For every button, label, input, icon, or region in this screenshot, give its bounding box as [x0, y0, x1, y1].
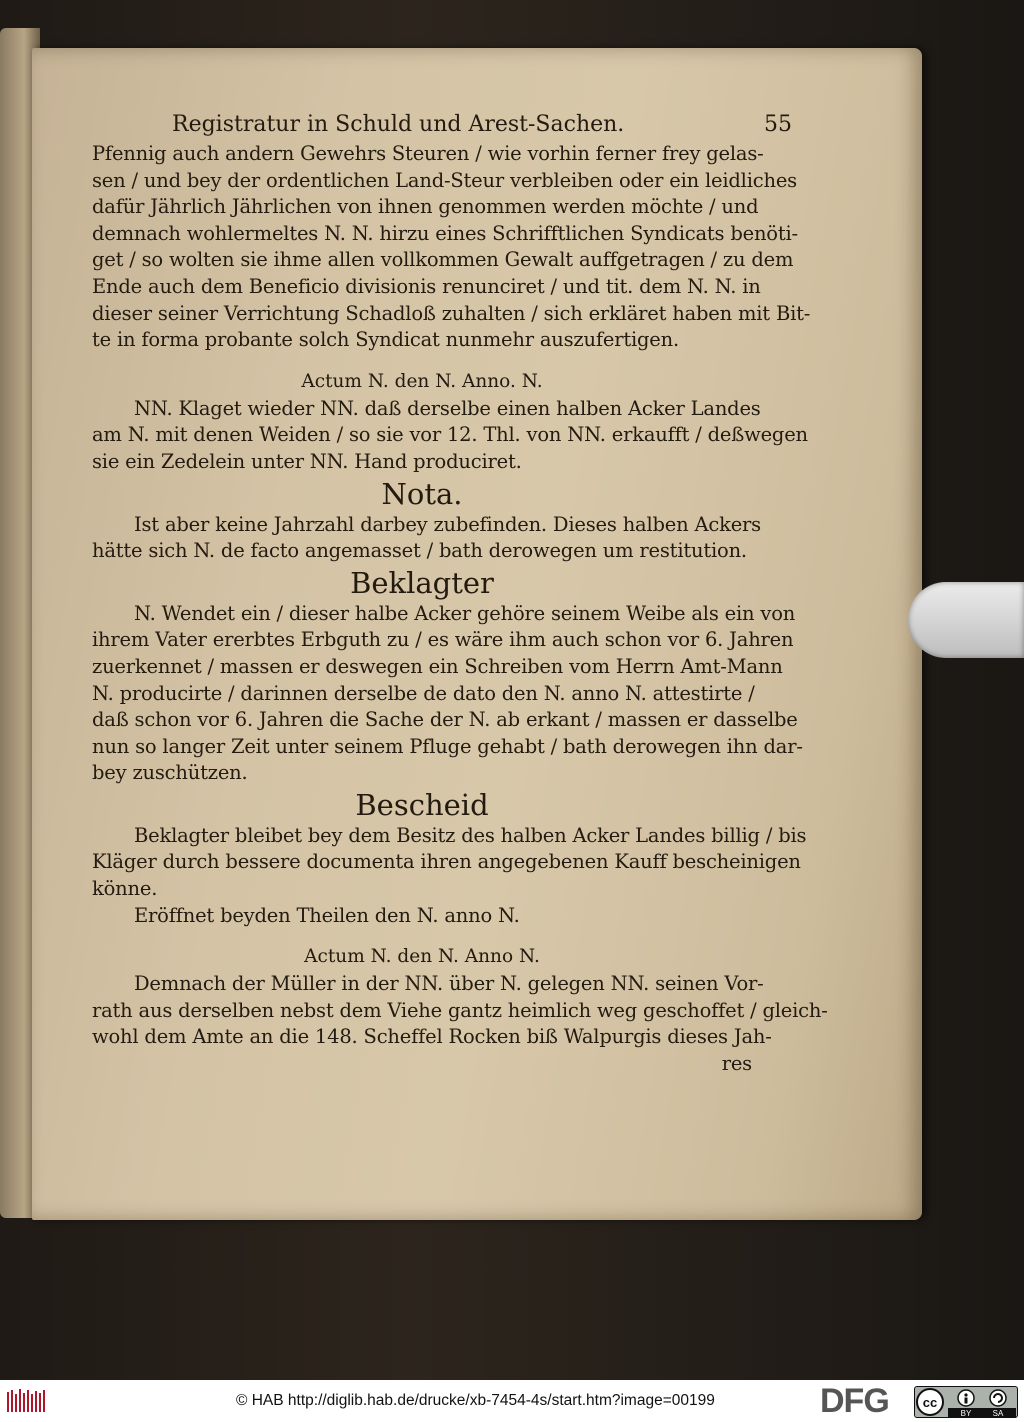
- text-line: nun so langer Zeit unter seinem Pfluge gehabt / bath derowegen ihn dar-: [92, 734, 803, 758]
- text-line: daß schon vor 6. Jahren die Sache der N. ab erkant / massen er dasselbe: [92, 708, 798, 732]
- text-line: Demnach der Müller in der NN. über N. gelegen NN. seinen Vor-: [134, 972, 764, 996]
- running-title: Registratur in Schuld und Arest-Sachen.: [172, 112, 625, 137]
- text-line: ihrem Vater ererbtes Erbguth zu / es wäre ihm auch schon vor 6. Jahren: [92, 628, 794, 652]
- catchword: res: [721, 1052, 752, 1076]
- text-line: könne.: [92, 877, 158, 901]
- running-header: [92, 112, 792, 137]
- text-line: te in forma probante solch Syndicat nunmehr auszufertigen.: [92, 328, 679, 352]
- library-logo-icon: [6, 1388, 46, 1414]
- source-credit-link[interactable]: © HAB http://diglib.hab.de/drucke/xb-7454-4s/start.htm?image=00199: [236, 1392, 715, 1409]
- page-text: [92, 112, 828, 1078]
- text-line: hätte sich N. de facto angemasset / bath derowegen um restitution.: [92, 539, 747, 563]
- text-line: NN. Klaget wieder NN. daß derselbe einen halben Acker Landes: [134, 396, 761, 420]
- actum-line: Actum N. den N. Anno. N.: [301, 370, 543, 392]
- text-line: sen / und bey der ordentlichen Land-Steur verbleiben oder ein leidliches: [92, 168, 797, 192]
- actum-line: Actum N. den N. Anno N.: [304, 946, 540, 968]
- heading-bescheid: Bescheid: [355, 787, 489, 822]
- svg-text:cc: cc: [922, 1395, 938, 1410]
- paragraph-4: [92, 601, 803, 787]
- text-line: sie ein Zedelein unter NN. Hand produciret.: [92, 449, 522, 473]
- heading-nota: Nota.: [381, 476, 463, 511]
- text-line: bey zuschützen.: [92, 761, 248, 785]
- text-line: Beklagter bleibet bey dem Besitz des halben Acker Landes billig / bis: [134, 823, 807, 847]
- text-line: Ist aber keine Jahrzahl darbey zubefinden. Dieses halben Ackers: [134, 512, 761, 536]
- page-marker-clip: [908, 582, 1024, 658]
- text-line: demnach wohlermeltes N. N. hirzu eines Schrifftlichen Syndicats benöti-: [92, 221, 798, 245]
- text-line: get / so wolten sie ihme allen vollkommen Gewalt auffgetragen / zu dem: [92, 248, 794, 272]
- cc-by-sa-icon[interactable]: [914, 1386, 1018, 1418]
- license-sa-label: SA: [992, 1409, 1004, 1418]
- text-line: Eröffnet beyden Theilen den N. anno N.: [134, 903, 520, 927]
- paragraph-5: [92, 823, 807, 929]
- text-line: wohl dem Amte an die 148. Scheffel Rocken biß Walpurgis dieses Jah-: [92, 1025, 772, 1049]
- text-line: rath aus derselben nebst dem Viehe gantz heimlich weg geschoffet / gleich-: [92, 998, 828, 1022]
- paragraph-3: [92, 512, 761, 565]
- license-by-label: BY: [960, 1409, 972, 1418]
- text-line: am N. mit denen Weiden / so sie vor 12. Thl. von NN. erkaufft / deßwegen: [92, 423, 808, 447]
- text-line: Pfennig auch andern Gewehrs Steuren / wie vorhin ferner frey gelas-: [92, 142, 764, 165]
- heading-beklagter: Beklagter: [350, 565, 494, 600]
- page-number: 55: [764, 112, 792, 137]
- text-line: N. producirte / darinnen derselbe de dato den N. anno N. attestirte /: [92, 681, 755, 705]
- dfg-logo: DFG: [820, 1382, 889, 1420]
- text-line: Ende auch dem Beneficio divisionis renunciret / und tit. dem N. N. in: [92, 274, 761, 298]
- text-line: dieser seiner Verrichtung Schadloß zuhalten / sich erkläret haben mit Bit-: [92, 301, 811, 325]
- text-line: zuerkennet / massen er deswegen ein Schreiben vom Herrn Amt-Mann: [92, 654, 783, 678]
- paragraph-1: [92, 141, 811, 354]
- text-line: Kläger durch bessere documenta ihren angegebenen Kauff bescheinigen: [92, 850, 801, 874]
- text-line: N. Wendet ein / dieser halbe Acker gehöre seinem Weibe als ein von: [134, 601, 796, 625]
- viewer-footer: [0, 1380, 1024, 1422]
- paragraph-6: [92, 971, 828, 1077]
- text-line: dafür Jährlich Jährlichen von ihnen genommen werden möchte / und: [92, 195, 759, 219]
- paragraph-2: [92, 396, 808, 476]
